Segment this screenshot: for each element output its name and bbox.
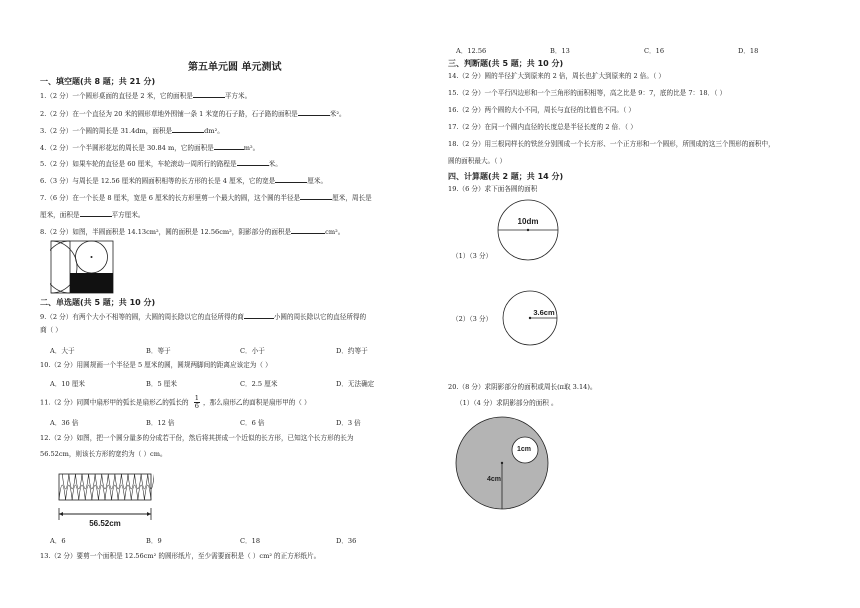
question-4: 4.（2 分）一个半圆形花坛的周长是 30.84 m，它的面积是 m²。: [40, 144, 260, 152]
q19-circle-1: [496, 198, 560, 262]
fraction: $\frac{1}{6}$: [194, 394, 199, 410]
q9-option-c[interactable]: C．小于: [240, 347, 265, 355]
q9-option-d[interactable]: D．约等于: [336, 347, 368, 355]
q12-figure: [58, 472, 154, 528]
section-true-false: 三、判断题(共 5 题；共 10 分): [448, 59, 564, 68]
question-8: 8.（2 分）如图，半圆面积是 14.13cm²，圆的面积是 12.56cm²，阴影部分的面积是 cm²。: [40, 228, 345, 236]
answer-blank[interactable]: [244, 311, 274, 319]
answer-blank[interactable]: [172, 125, 204, 133]
answer-blank[interactable]: [193, 90, 225, 98]
question-17: 17.（2 分）在同一个圆内直径的长度总是半径长度的 2 倍．（ ）: [448, 123, 637, 131]
q13-option-d[interactable]: D．18: [738, 47, 759, 55]
q12-option-c[interactable]: C．18: [240, 537, 261, 545]
answer-blank[interactable]: [298, 108, 330, 116]
answer-blank[interactable]: [291, 226, 325, 234]
question-7-cont: 厘米，面积是 平方厘米。: [40, 211, 145, 219]
q10-option-b[interactable]: B．5 厘米: [146, 380, 177, 388]
answer-blank[interactable]: [300, 192, 332, 200]
q10-option-a[interactable]: A．10 厘米: [50, 380, 86, 388]
question-13: 13.（2 分）要剪一个面积是 12.56cm² 的圆形纸片，至少需要面积是（ ）cm² 的正方形纸片。: [40, 552, 321, 560]
q20-big-radius-label: 4cm: [486, 476, 502, 483]
answer-blank[interactable]: [237, 158, 269, 166]
question-5: 5.（2 分）如果车轮的直径是 60 厘米，车轮滚动一周所行的路程是 米。: [40, 160, 282, 168]
q19-diameter-label: 10dm: [517, 217, 539, 226]
q9-option-a[interactable]: A．大于: [50, 347, 75, 355]
answer-blank[interactable]: [214, 142, 244, 150]
q12-option-d[interactable]: D．36: [336, 537, 357, 545]
question-19-sub1: （1）（3 分）: [452, 252, 493, 260]
q19-radius-label: 3.6cm: [533, 308, 555, 317]
section-calculation: 四、计算题(共 2 题；共 14 分): [448, 172, 564, 181]
question-19: 19.（6 分）求下面各圆的面积: [448, 185, 538, 193]
q11-option-d[interactable]: D．3 倍: [336, 419, 361, 427]
question-6: 6.（3 分）与周长是 12.56 厘米的圆面积相等的长方形的长是 4 厘米，它的宽是 厘米。: [40, 177, 328, 185]
page-title: 第五单元圆 单元测试: [188, 62, 282, 73]
q13-option-a[interactable]: A．12.56: [456, 47, 487, 55]
section-fill-blank: 一、填空题(共 8 题；共 21 分): [40, 77, 156, 86]
question-16: 16.（2 分）两个圆的大小不同，周长与直径的比值也不同。（ ）: [448, 106, 636, 114]
question-12: 12.（2 分）如图，把一个圆分量多的分成若干份，然后将其拼成一个近似的长方形，已知这个长方形的长为: [40, 434, 354, 442]
question-9: 9.（2 分）有两个大小不相等的圆，大圆的周长除以它的直径所得的商 小圆的周长除以它的直径所得的: [40, 313, 367, 321]
question-10: 10.（2 分）用圆规画一个半径是 5 厘米的圆，圆规两脚间的距离应该定为（ ）: [40, 361, 272, 369]
answer-blank[interactable]: [80, 209, 112, 217]
question-12-cont: 56.52cm，则该长方形的宽约为（ ）cm。: [40, 450, 167, 458]
question-7: 7.（6 分）在一个长是 8 厘米，宽是 6 厘米的长方形里剪一个最大的圆，这个圆的半径是 厘米，周长是: [40, 194, 372, 202]
answer-blank[interactable]: [275, 175, 307, 183]
section-single-choice: 二、单选题(共 5 题；共 10 分): [40, 298, 156, 307]
question-9-cont: 商（ ）: [40, 326, 62, 334]
question-11: 11.（2 分）同圆中扇形甲的弧长是扇形乙的弧长的 $\frac{1}{6}$ ，那么扇形乙的面积是扇形甲的（ ）: [40, 394, 311, 410]
q13-option-b[interactable]: B．13: [550, 47, 570, 55]
question-18-cont: 圆的面积最大。（ ）: [448, 157, 507, 165]
q20-figure: [454, 413, 554, 513]
q12-option-b[interactable]: B．9: [146, 537, 162, 545]
question-14: 14.（2 分）圆的半径扩大到原来的 2 倍，周长也扩大到原来的 2 倍。（ ）: [448, 72, 665, 80]
q11-option-a[interactable]: A．36 倍: [50, 419, 79, 427]
q8-figure: [50, 240, 114, 294]
q12-figure-label: 56.52cm: [89, 519, 121, 528]
q10-option-d[interactable]: D．无法确定: [336, 380, 375, 388]
q13-option-c[interactable]: C．16: [644, 47, 665, 55]
question-1: 1.（2 分）一个圆形桌面的直径是 2 米，它的面积是 平方米。: [40, 92, 252, 100]
question-20: 20.（8 分）求阴影部分的面积或周长(π取 3.14)。: [448, 383, 597, 391]
question-2: 2.（2 分）在一个直径为 20 米的圆形草地外围铺一条 1 米宽的石子路，石子路的面积是 米²。: [40, 110, 346, 118]
q9-option-b[interactable]: B．等于: [146, 347, 171, 355]
question-3: 3.（2 分）一个圆的周长是 31.4dm，面积是 dm²。: [40, 127, 224, 135]
q11-option-b[interactable]: B．12 倍: [146, 419, 175, 427]
q19-circle-2: [502, 288, 562, 348]
question-18: 18.（2 分）用三根同样长的铁丝分别围成一个长方形、一个正方形和一个圆形，所围成的这三个图形的面积中，: [448, 140, 775, 148]
question-20-sub1: （1）（4 分）求阴影部分的面积 。: [456, 399, 558, 407]
q20-small-radius-label: 1cm: [516, 446, 532, 453]
question-19-sub2: （2）（3 分）: [452, 315, 493, 323]
q11-option-c[interactable]: C．6 倍: [240, 419, 265, 427]
q12-option-a[interactable]: A．6: [50, 537, 66, 545]
question-15: 15.（2 分）一个平行四边形和一个三角形的面积相等，高之比是 9：7，底的比是 7：18．（ ）: [448, 89, 727, 97]
q10-option-c[interactable]: C．2.5 厘米: [240, 380, 278, 388]
